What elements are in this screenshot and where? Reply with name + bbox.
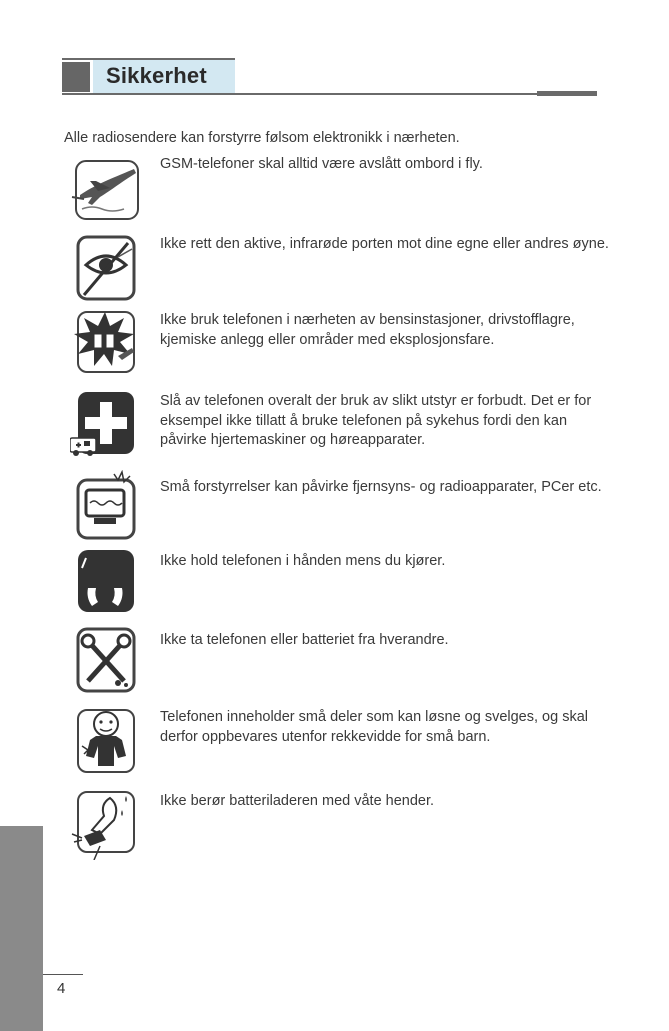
safety-item-text: Slå av telefonen overalt der bruk av slikt utstyr er forbudt. Det er for eksempel ikke tillatt å bruke telefonen på sykehus fordi den kan påvirke hjertemaskiner og høreapparater. [160, 393, 592, 448]
explosion-icon [70, 308, 140, 378]
child-icon [70, 706, 140, 776]
safety-item-text: GSM-telefoner skal alltid være avslått ombord i fly. [160, 156, 483, 172]
eye-icon [70, 235, 140, 305]
page-title: Sikkerhet [106, 63, 207, 88]
safety-item-text: Små forstyrrelser kan påvirke fjernsyns- og radioapparater, PCer etc. [160, 479, 602, 495]
tools-icon [70, 625, 140, 695]
header-square [62, 62, 90, 92]
safety-item-text: Ikke hold telefonen i hånden mens du kjører. [160, 553, 446, 569]
safety-item-text: Ikke bruk telefonen i nærheten av bensinstasjoner, drivstofflagre, kjemiske anlegg eller områder med eksplosjonsfare. [160, 312, 575, 348]
monitor-interference-icon [70, 470, 140, 540]
page-number: 4 [57, 980, 66, 997]
safety-item-text: Ikke ta telefonen eller batteriet fra hverandre. [160, 632, 449, 648]
safety-item-text: Ikke rett den aktive, infrarøde porten mot dine egne eller andres øyne. [160, 236, 609, 252]
wet-hands-charger-icon [70, 790, 140, 860]
header-rule-accent [537, 91, 597, 96]
safety-item-text: Telefonen inneholder små deler som kan løsne og svelges, og skal derfor oppbevares utenfor rekkevidde for små barn. [160, 709, 588, 745]
airplane-icon [70, 155, 140, 225]
page-edge-tab [0, 826, 43, 1031]
hands-on-wheel-icon [70, 548, 140, 618]
safety-item-text: Ikke berør batteriladeren med våte hender. [160, 793, 435, 809]
hospital-icon [70, 390, 140, 460]
section-header [62, 58, 597, 96]
header-rule [62, 93, 597, 95]
intro-text: Alle radiosendere kan forstyrre følsom elektronikk i nærheten. [64, 130, 460, 146]
footer-rule [43, 974, 83, 975]
